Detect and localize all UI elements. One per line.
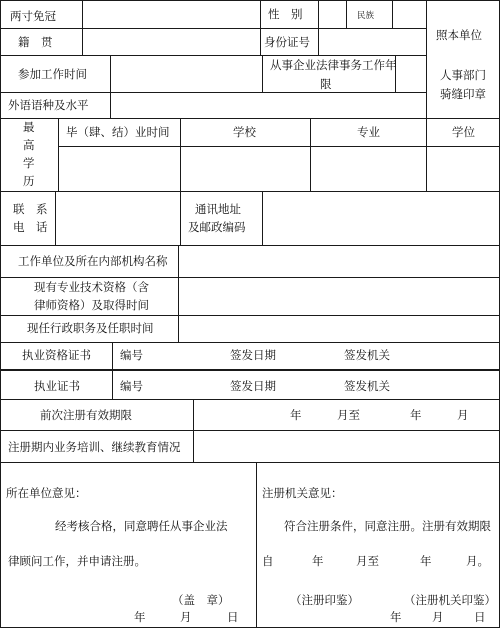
registrar-day: 日 [474, 610, 486, 624]
registrar-seal-2: （注册机关印鉴） [404, 593, 496, 607]
registrar-opinion-title: 注册机关意见： [262, 486, 343, 500]
rule [392, 0, 393, 28]
registrar-seal-1: （注册印鉴） [290, 593, 359, 607]
registrar-year: 年 [390, 610, 402, 624]
ethnicity-label: 民族 [357, 11, 375, 21]
employer-seal: （盖 章） [172, 593, 230, 607]
phone-label-2: 电 话 [13, 220, 48, 234]
rule [0, 277, 500, 278]
rule [260, 0, 261, 55]
rule [262, 191, 263, 245]
practice-cert-issuer: 签发机关 [344, 379, 390, 393]
registrar-year1: 年 [312, 554, 324, 568]
employer-label: 工作单位及所在内部机构名称 [18, 254, 168, 268]
registrar-year2: 年 [420, 554, 432, 568]
education-row-label-4: 历 [23, 174, 35, 188]
rule [0, 118, 500, 119]
rule [310, 118, 311, 191]
employer-opinion-title: 所在单位意见： [6, 486, 87, 500]
photo-line-2: 人事部门 [440, 68, 486, 82]
rule [256, 462, 257, 628]
practice-cert-number: 编号 [120, 379, 143, 393]
border-top [0, 0, 500, 1]
rule [112, 342, 113, 399]
rule [180, 118, 181, 191]
work-start-label: 参加工作时间 [18, 67, 87, 81]
rule [262, 55, 263, 92]
registrar-month: 月 [432, 610, 444, 624]
employer-opinion-line1: 经考核合格，同意聘任从事企业法 [55, 519, 228, 533]
rule [0, 92, 426, 93]
qualification-cert-issuer: 签发机关 [344, 348, 390, 362]
registrar-month1: 月至 [356, 554, 379, 568]
qualification-cert-number: 编号 [120, 348, 143, 362]
native-place-label: 籍 贯 [18, 35, 53, 49]
photo-line-3: 骑缝印章 [440, 87, 486, 101]
rule [0, 462, 500, 463]
practice-cert-date: 签发日期 [230, 379, 276, 393]
rule [318, 0, 319, 55]
admin-post-label: 现任行政职务及任职时间 [27, 321, 154, 335]
border-left [0, 0, 1, 628]
rule [0, 315, 500, 316]
name-label: 两寸免冠 [10, 9, 56, 23]
rule [0, 55, 426, 56]
registrar-opinion-line1: 符合注册条件，同意注册。注册有效期限 [284, 519, 491, 533]
rule [193, 399, 194, 462]
rule [178, 245, 179, 342]
rule [346, 0, 347, 28]
rule [58, 118, 59, 191]
qualification-cert-date: 签发日期 [230, 348, 276, 362]
rule [0, 342, 500, 343]
phone-label-1: 联 系 [13, 202, 48, 216]
prev-validity-year1: 年 [290, 408, 302, 422]
rule [0, 399, 500, 400]
employer-month: 月 [180, 610, 192, 624]
rule [426, 118, 427, 191]
rule [0, 28, 426, 29]
prev-validity-month1: 月至 [337, 408, 360, 422]
training-label: 注册期内业务培训、继续教育情况 [8, 440, 181, 454]
education-row-label-3: 学 [23, 156, 35, 170]
education-row-label-2: 高 [23, 138, 35, 152]
education-header-major: 专业 [357, 125, 380, 139]
registrar-month2: 月。 [466, 554, 489, 568]
firm-years-label-2: 限 [320, 77, 332, 91]
practice-cert-label: 执业证书 [34, 379, 80, 393]
rule [58, 146, 500, 147]
qualification-label-1: 现有专业技术资格（含 [34, 280, 149, 294]
prev-validity-year2: 年 [410, 408, 422, 422]
id-number-label: 身份证号 [264, 35, 310, 49]
rule [426, 0, 427, 118]
rule [55, 191, 56, 245]
education-header-degree: 学位 [452, 125, 475, 139]
address-label-2: 及邮政编码 [188, 220, 246, 234]
education-row-label-1: 最 [23, 120, 35, 134]
address-label-1: 通讯地址 [195, 202, 241, 216]
prev-validity-label: 前次注册有效期限 [40, 408, 132, 422]
employer-opinion-line2: 律顾问工作，并申请注册。 [8, 554, 146, 568]
rule [110, 55, 111, 118]
rule [180, 191, 181, 245]
rule-double [0, 369, 500, 371]
foreign-language-label: 外语语种及水平 [8, 98, 89, 112]
qualification-cert-label: 执业资格证书 [22, 348, 91, 362]
photo-line-1: 照本单位 [436, 28, 482, 42]
gender-label: 性 别 [268, 7, 303, 21]
rule [82, 0, 83, 55]
registrar-from: 自 [262, 554, 274, 568]
employer-year: 年 [134, 610, 146, 624]
education-header-school: 学校 [233, 125, 256, 139]
employer-day: 日 [227, 610, 239, 624]
firm-years-label-1: 从事企业法律事务工作年 [270, 58, 397, 72]
rule [0, 430, 500, 431]
rule [0, 191, 500, 192]
qualification-label-2: 律师资格）及取得时间 [34, 298, 149, 312]
rule [0, 245, 500, 246]
education-header-time: 毕（肆、结）业时间 [66, 125, 170, 139]
prev-validity-month2: 月 [457, 408, 469, 422]
